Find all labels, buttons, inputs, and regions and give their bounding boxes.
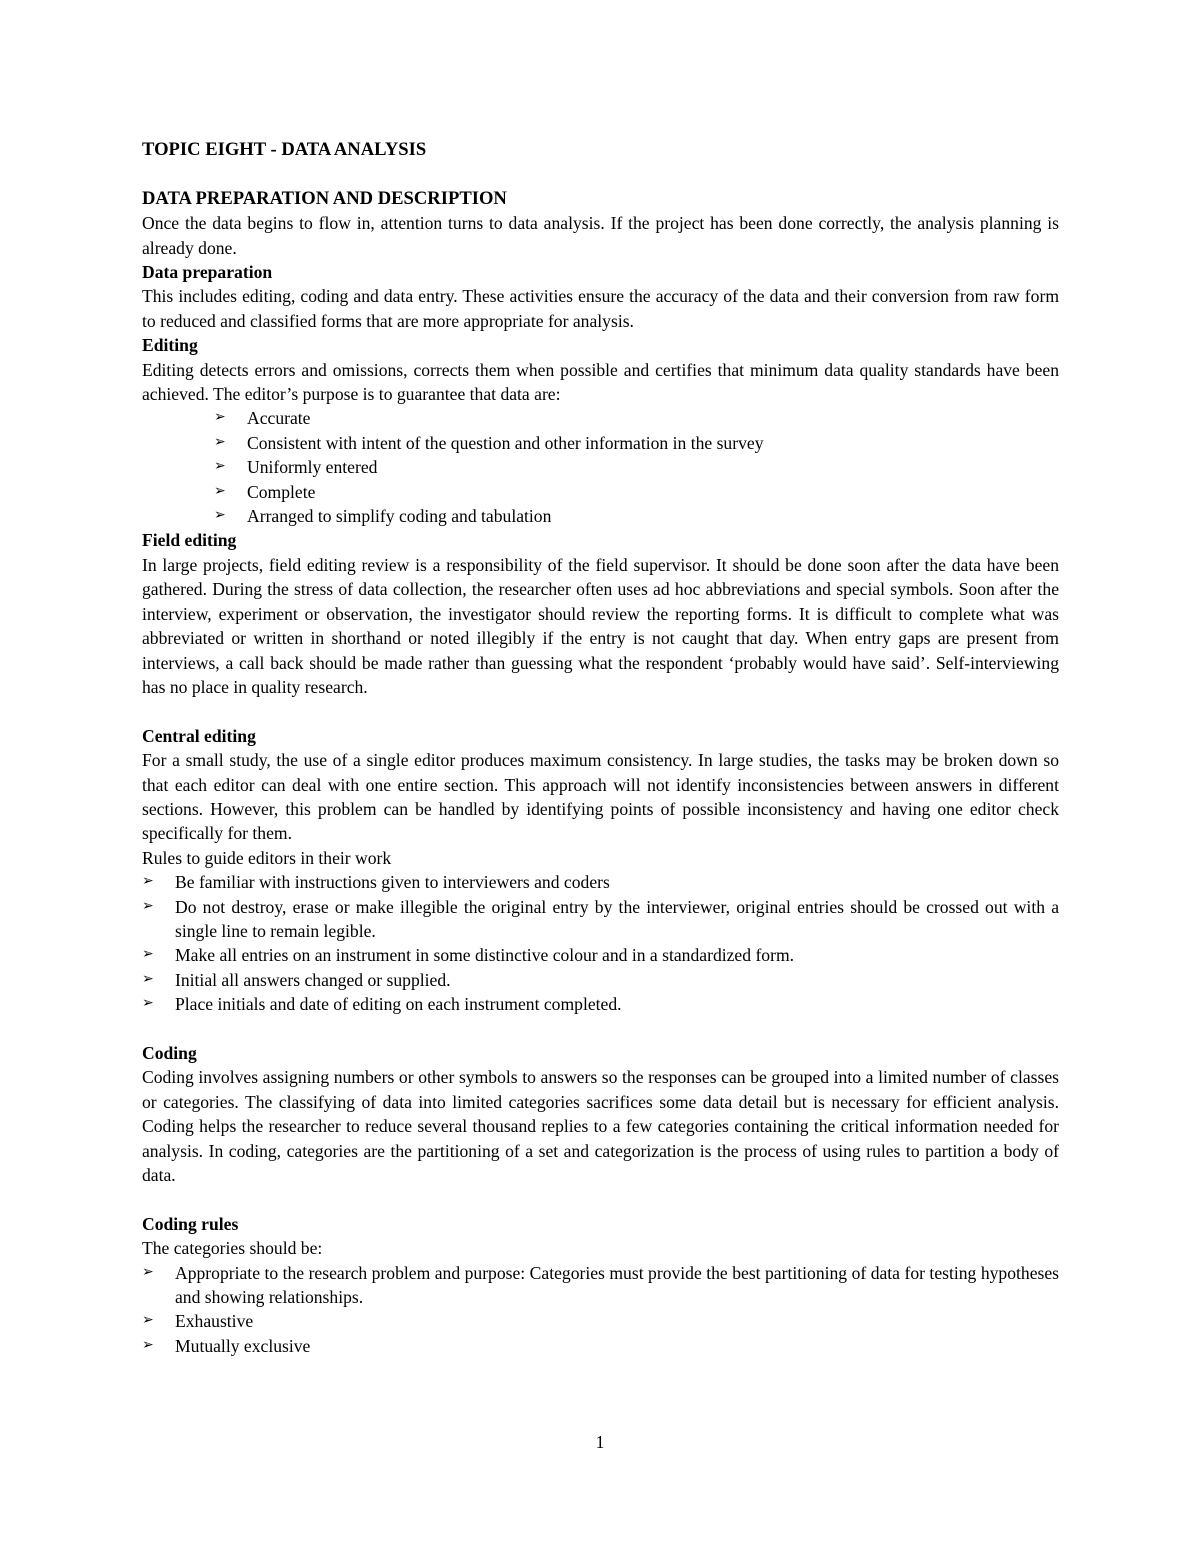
arrow-bullet-icon: ➢ <box>142 947 154 963</box>
coding-rules-intro: The categories should be: <box>142 1238 323 1259</box>
arrow-bullet-icon: ➢ <box>142 1337 154 1353</box>
list-item: ➢ Arranged to simplify coding and tabulation <box>142 504 1059 528</box>
arrow-bullet-icon: ➢ <box>214 483 226 499</box>
arrow-bullet-icon: ➢ <box>142 898 154 914</box>
arrow-bullet-icon: ➢ <box>214 410 226 426</box>
rules-list <box>142 870 1059 1016</box>
list-item: ➢ Place initials and date of editing on each instrument completed. <box>142 992 1059 1016</box>
document-title: TOPIC EIGHT - DATA ANALYSIS <box>142 139 427 160</box>
arrow-bullet-icon: ➢ <box>142 1264 154 1280</box>
coding-paragraph: Coding involves assigning numbers or other symbols to answers so the responses can be grouped into a limited number of classes or categories. The classifying of data into limited categories sacrifices some data detail but is necessary for efficient analysis. Coding helps the researcher to reduce several thousand replies to a few categories containing the critical information needed for analysis. In coding, categories are the partitioning of a set and categorization is the process of using rules to partition a body of data. <box>142 1067 1059 1186</box>
arrow-bullet-icon: ➢ <box>214 434 226 450</box>
section-heading-data-preparation-description: DATA PREPARATION AND DESCRIPTION <box>142 187 507 209</box>
document-page <box>142 138 1059 1358</box>
list-item: ➢ Complete <box>142 480 1059 504</box>
arrow-bullet-icon: ➢ <box>142 971 154 987</box>
arrow-bullet-icon: ➢ <box>142 996 154 1012</box>
list-item: ➢ Do not destroy, erase or make illegible the original entry by the interviewer, original entries should be crossed out with a single line to remain legible. <box>142 896 1059 941</box>
paragraph-spacer <box>142 699 1059 723</box>
list-item: ➢ Make all entries on an instrument in some distinctive colour and in a standardized form. <box>142 943 1059 967</box>
intro-paragraph: Once the data begins to flow in, attention turns to data analysis. If the project has been done correctly, the analysis planning is already done. <box>142 213 1059 258</box>
heading-coding-rules: Coding rules <box>142 1213 239 1234</box>
rules-intro: Rules to guide editors in their work <box>142 847 392 868</box>
page-number: 1 <box>595 1432 605 1452</box>
paragraph-spacer <box>142 1187 1059 1211</box>
heading-field-editing: Field editing <box>142 530 237 551</box>
list-item: ➢ Consistent with intent of the question and other information in the survey <box>142 431 1059 455</box>
field-editing-paragraph: In large projects, field editing review is a responsibility of the field supervisor. It should be done soon after the data have been gathered. During the stress of data collection, the researcher often uses ad hoc abbreviations and special symbols. Soon after the interview, experiment or observation, the investigator should review the reporting forms. It is difficult to complete what was abbreviated or written in shorthand or noted illegibly if the entry is not caught that day. When entry gaps are present from interviews, a call back should be made rather than guessing what the respondent ‘probably would have said’. Self-interviewing has no place in quality research. <box>142 554 1059 697</box>
arrow-bullet-icon: ➢ <box>142 874 154 890</box>
list-item: ➢ Initial all answers changed or supplied. <box>142 968 1059 992</box>
list-item: ➢ Appropriate to the research problem and purpose: Categories must provide the best partitioning of data for testing hypotheses and showing relationships. <box>142 1262 1059 1308</box>
list-item: ➢ Uniformly entered <box>142 455 1059 479</box>
list-item: ➢ Mutually exclusive <box>142 1334 1059 1358</box>
list-item: ➢ Accurate <box>142 406 1059 430</box>
arrow-bullet-icon: ➢ <box>214 508 226 524</box>
paragraph-spacer <box>142 1017 1059 1041</box>
list-item: ➢ Exhaustive <box>142 1309 1059 1333</box>
heading-data-preparation: Data preparation <box>142 262 273 283</box>
arrow-bullet-icon: ➢ <box>214 459 226 475</box>
central-editing-paragraph: For a small study, the use of a single editor produces maximum consistency. In large studies, the tasks may be broken down so that each editor can deal with one entire section. This approach will not identify inconsistencies between answers in different sections. However, this problem can be handled by identifying points of possible inconsistency and having one editor check specifically for them. <box>142 750 1059 844</box>
heading-central-editing: Central editing <box>142 725 256 746</box>
heading-editing: Editing <box>142 335 198 356</box>
editing-paragraph: Editing detects errors and omissions, corrects them when possible and certifies that minimum data quality standards have been achieved. The editor’s purpose is to guarantee that data are: <box>142 359 1059 405</box>
coding-rules-list <box>142 1261 1059 1359</box>
editing-list <box>142 406 1059 528</box>
heading-coding: Coding <box>142 1042 197 1063</box>
data-preparation-paragraph: This includes editing, coding and data entry. These activities ensure the accuracy of the data and their conversion from raw form to reduced and classified forms that are more appropriate for analysis. <box>142 286 1059 331</box>
arrow-bullet-icon: ➢ <box>142 1313 154 1329</box>
list-item: ➢ Be familiar with instructions given to interviewers and coders <box>142 870 1059 894</box>
